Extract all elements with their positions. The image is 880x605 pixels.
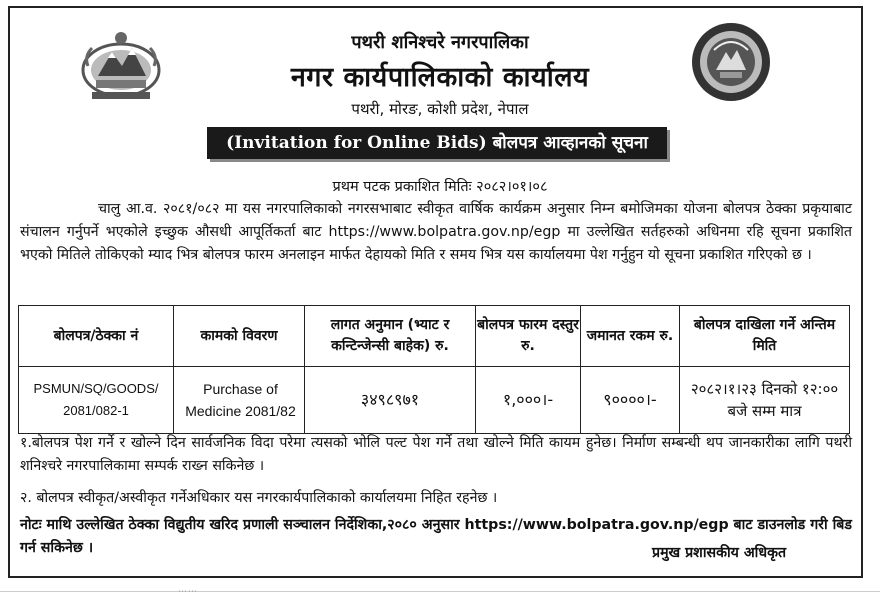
note-download: नोटः माथि उल्लेखित ठेक्का विद्युतीय खरिद प्रणाली सञ्चालन निर्देशिका,२०८० अनुसार https://www.bolpatra.gov.np/egp बाट डाउनलोड गरी बिड गर्न सकिनेछ ।: [20, 517, 852, 556]
table-header-row: [19, 306, 850, 367]
note-holiday: १.बोलपत्र पेश गर्ने र खोल्ने दिन सार्वजनिक विदा परेमा त्यसको भोलि पल्ट पेश गर्ने तथा खोल्ने मिति कायम हुनेछ। निर्माण सम्बन्धी थप जानकारीका लागि पथरी शनिश्चरे नगरपालिकामा सम्पर्क राख्न सकिनेछ ।: [20, 435, 852, 474]
col-form-fee: बोलपत्र फारम दस्तुर रु.: [476, 306, 581, 367]
note-rights: २. बोलपत्र स्वीकृत/अस्वीकृत गर्नेअधिकार यस नगरकार्यपालिकाको कार्यालयमा निहित रहनेछ ।: [20, 490, 498, 506]
municipality-name: पथरी शनिश्चरे नगरपालिका: [351, 32, 529, 53]
office-address: पथरी, मोरङ, कोशी प्रदेश, नेपाल: [351, 100, 529, 118]
bid-table: [18, 305, 850, 434]
cost-estimate: ३४९८९७१: [305, 367, 476, 434]
page-divider: [0, 591, 880, 592]
published-date: प्रथम पटक प्रकाशित मितिः २०८२।०१।०८: [332, 179, 548, 195]
col-security: जमानत रकम रु.: [581, 306, 680, 367]
bid-number: PSMUN/SQ/GOODS/ 2081/082-1: [19, 367, 174, 434]
col-estimate: लागत अनुमान (भ्याट र कन्टिन्जेन्सी बाहेक) रु.: [305, 306, 476, 367]
col-deadline: बोलपत्र दाखिला गर्ने अन्तिम मिति: [680, 306, 850, 367]
signature-title: प्रमुख प्रशासकीय अधिकृत: [652, 545, 787, 561]
office-title: नगर कार्यपालिकाको कार्यालय: [290, 62, 590, 93]
col-bid-no: बोलपत्र/ठेक्का नं: [19, 306, 174, 367]
divider-dots: ⋯⋯: [178, 587, 198, 597]
work-description: Purchase of Medicine 2081/82: [174, 367, 305, 434]
notice-banner: (Invitation for Online Bids) बोलपत्र आव्हानको सूचना: [207, 127, 667, 159]
intro-paragraph: चालु आ.व. २०८१/०८२ मा यस नगरपालिकाको नगरसभाबाट स्वीकृत वार्षिक कार्यक्रम अनुसार निम्न बमोजिमका योजना बोलपत्र ठेक्का प्रकृयाबाट संचालन गर्नुपर्ने भएकोले इच्छुक औसधी आपूर्तिकर्ता बाट https://www.bolpatra.gov.np/egp मा उल्लेखित सर्तहरुको अधिनमा रहि सूचना प्रकाशित भएको मितिले तोकिएको म्याद भित्र बोलपत्र फारम अनलाइन मार्फत देहायको मिति र समय भित्र यस कार्यालयमा पेश गर्नुहुन यो सूचना प्रकाशित गरिएको छ ।: [20, 201, 852, 263]
security-amount: ९००००।-: [581, 367, 680, 434]
table-row: [19, 367, 850, 434]
col-description: कामको विवरण: [174, 306, 305, 367]
form-fee: १,०००।-: [476, 367, 581, 434]
submission-deadline: २०८२।१।२३ दिनको १२:०० बजे सम्म मात्र: [680, 367, 850, 434]
